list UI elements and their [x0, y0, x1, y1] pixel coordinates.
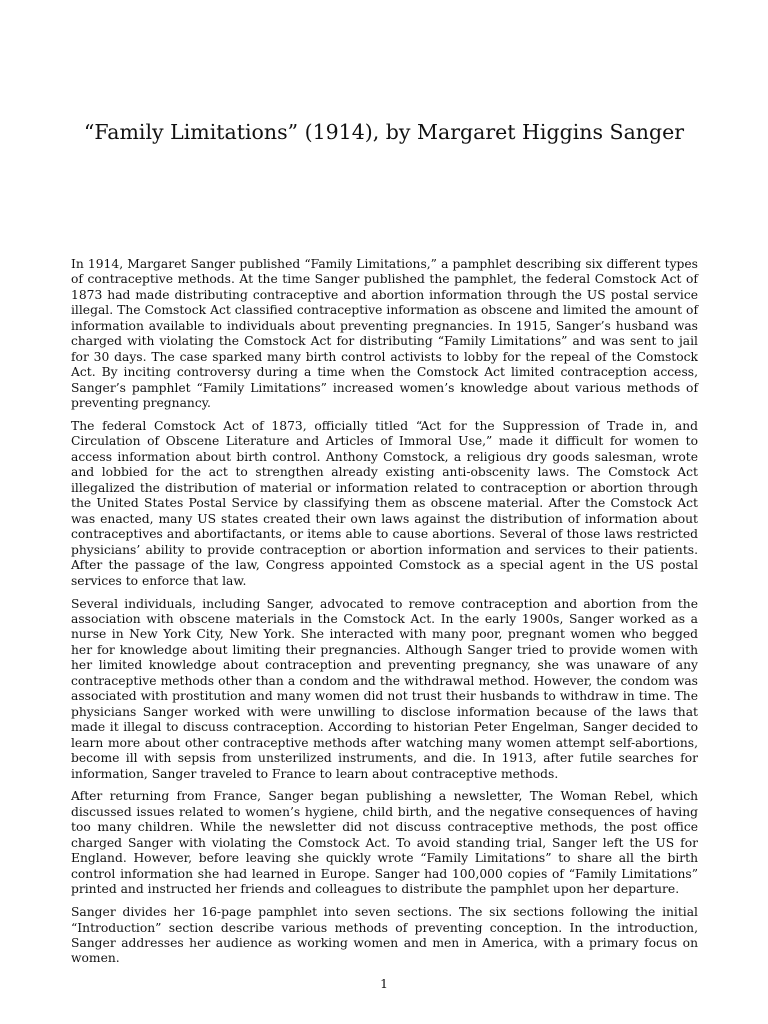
- paragraph: The federal Comstock Act of 1873, officially titled “Act for the Suppression of Trade in, and Circulation of Obscene Literature and Articles of Immoral Use,” made it difficult for women to access information about birth control. Anthony Comstock, a religious dry goods salesman, wrote and lobbied for the act to strengthen already existing anti-obscenity laws. The Comstock Act illegalized the distribution of material or information related to contraception or abortion through the United States Postal Service by classifying them as obscene material. After the Comstock Act was enacted, many US states created their own laws against the distribution of information about contraceptives and abortifactants, or items able to cause abortions. Several of those laws restricted physicians’ ability to provide contraception or abortion information and services to their patients. After the passage of the law, Congress appointed Comstock as a special agent in the US postal services to enforce that law.: [71, 419, 698, 588]
- paragraph: In 1914, Margaret Sanger published “Family Limitations,” a pamphlet describing six different types of contraceptive methods. At the time Sanger published the pamphlet, the federal Comstock Act of 1873 had made distributing contraceptive and abortion information through the US postal service illegal. The Comstock Act classified contraceptive information as obscene and limited the amount of information available to individuals about preventing pregnancies. In 1915, Sanger’s husband was charged with violating the Comstock Act for distributing “Family Limitations” and was sent to jail for 30 days. The case sparked many birth control activists to lobby for the repeal of the Comstock Act. By inciting controversy during a time when the Comstock Act limited contraception access, Sanger’s pamphlet “Family Limitations” increased women’s knowledge about various methods of preventing pregnancy.: [71, 257, 698, 411]
- document-body: [71, 257, 698, 974]
- document-title: “Family Limitations” (1914), by Margaret Higgins Sanger: [83, 120, 685, 144]
- paragraph: After returning from France, Sanger began publishing a newsletter, The Woman Rebel, which discussed issues related to women’s hygiene, child birth, and the negative consequences of having too many children. While the newsletter did not discuss contraceptive methods, the post office charged Sanger with violating the Comstock Act. To avoid standing trial, Sanger left the US for England. However, before leaving she quickly wrote “Family Limitations” to share all the birth control information she had learned in Europe. Sanger had 100,000 copies of “Family Limitations” printed and instructed her friends and colleagues to distribute the pamphlet upon her departure.: [71, 789, 698, 897]
- paragraph: Several individuals, including Sanger, advocated to remove contraception and abortion from the association with obscene materials in the Comstock Act. In the early 1900s, Sanger worked as a nurse in New York City, New York. She interacted with many poor, pregnant women who begged her for knowledge about limiting their pregnancies. Although Sanger tried to provide women with her limited knowledge about contraception and preventing pregnancy, she was unaware of any contraceptive methods other than a condom and the withdrawal method. However, the condom was associated with prostitution and many women did not trust their husbands to withdraw in time. The physicians Sanger worked with were unwilling to disclose information because of the laws that made it illegal to discuss contraception. According to historian Peter Engelman, Sanger decided to learn more about other contraceptive methods after watching many women attempt self-abortions, become ill with sepsis from unsterilized instruments, and die. In 1913, after futile searches for information, Sanger traveled to France to learn about contraceptive methods.: [71, 596, 698, 781]
- page-number: 1: [380, 977, 388, 991]
- paragraph: Sanger divides her 16-page pamphlet into seven sections. The six sections following the initial “Introduction” section describe various methods of preventing conception. In the introduction, Sanger addresses her audience as working women and men in America, with a primary focus on women.: [71, 905, 698, 966]
